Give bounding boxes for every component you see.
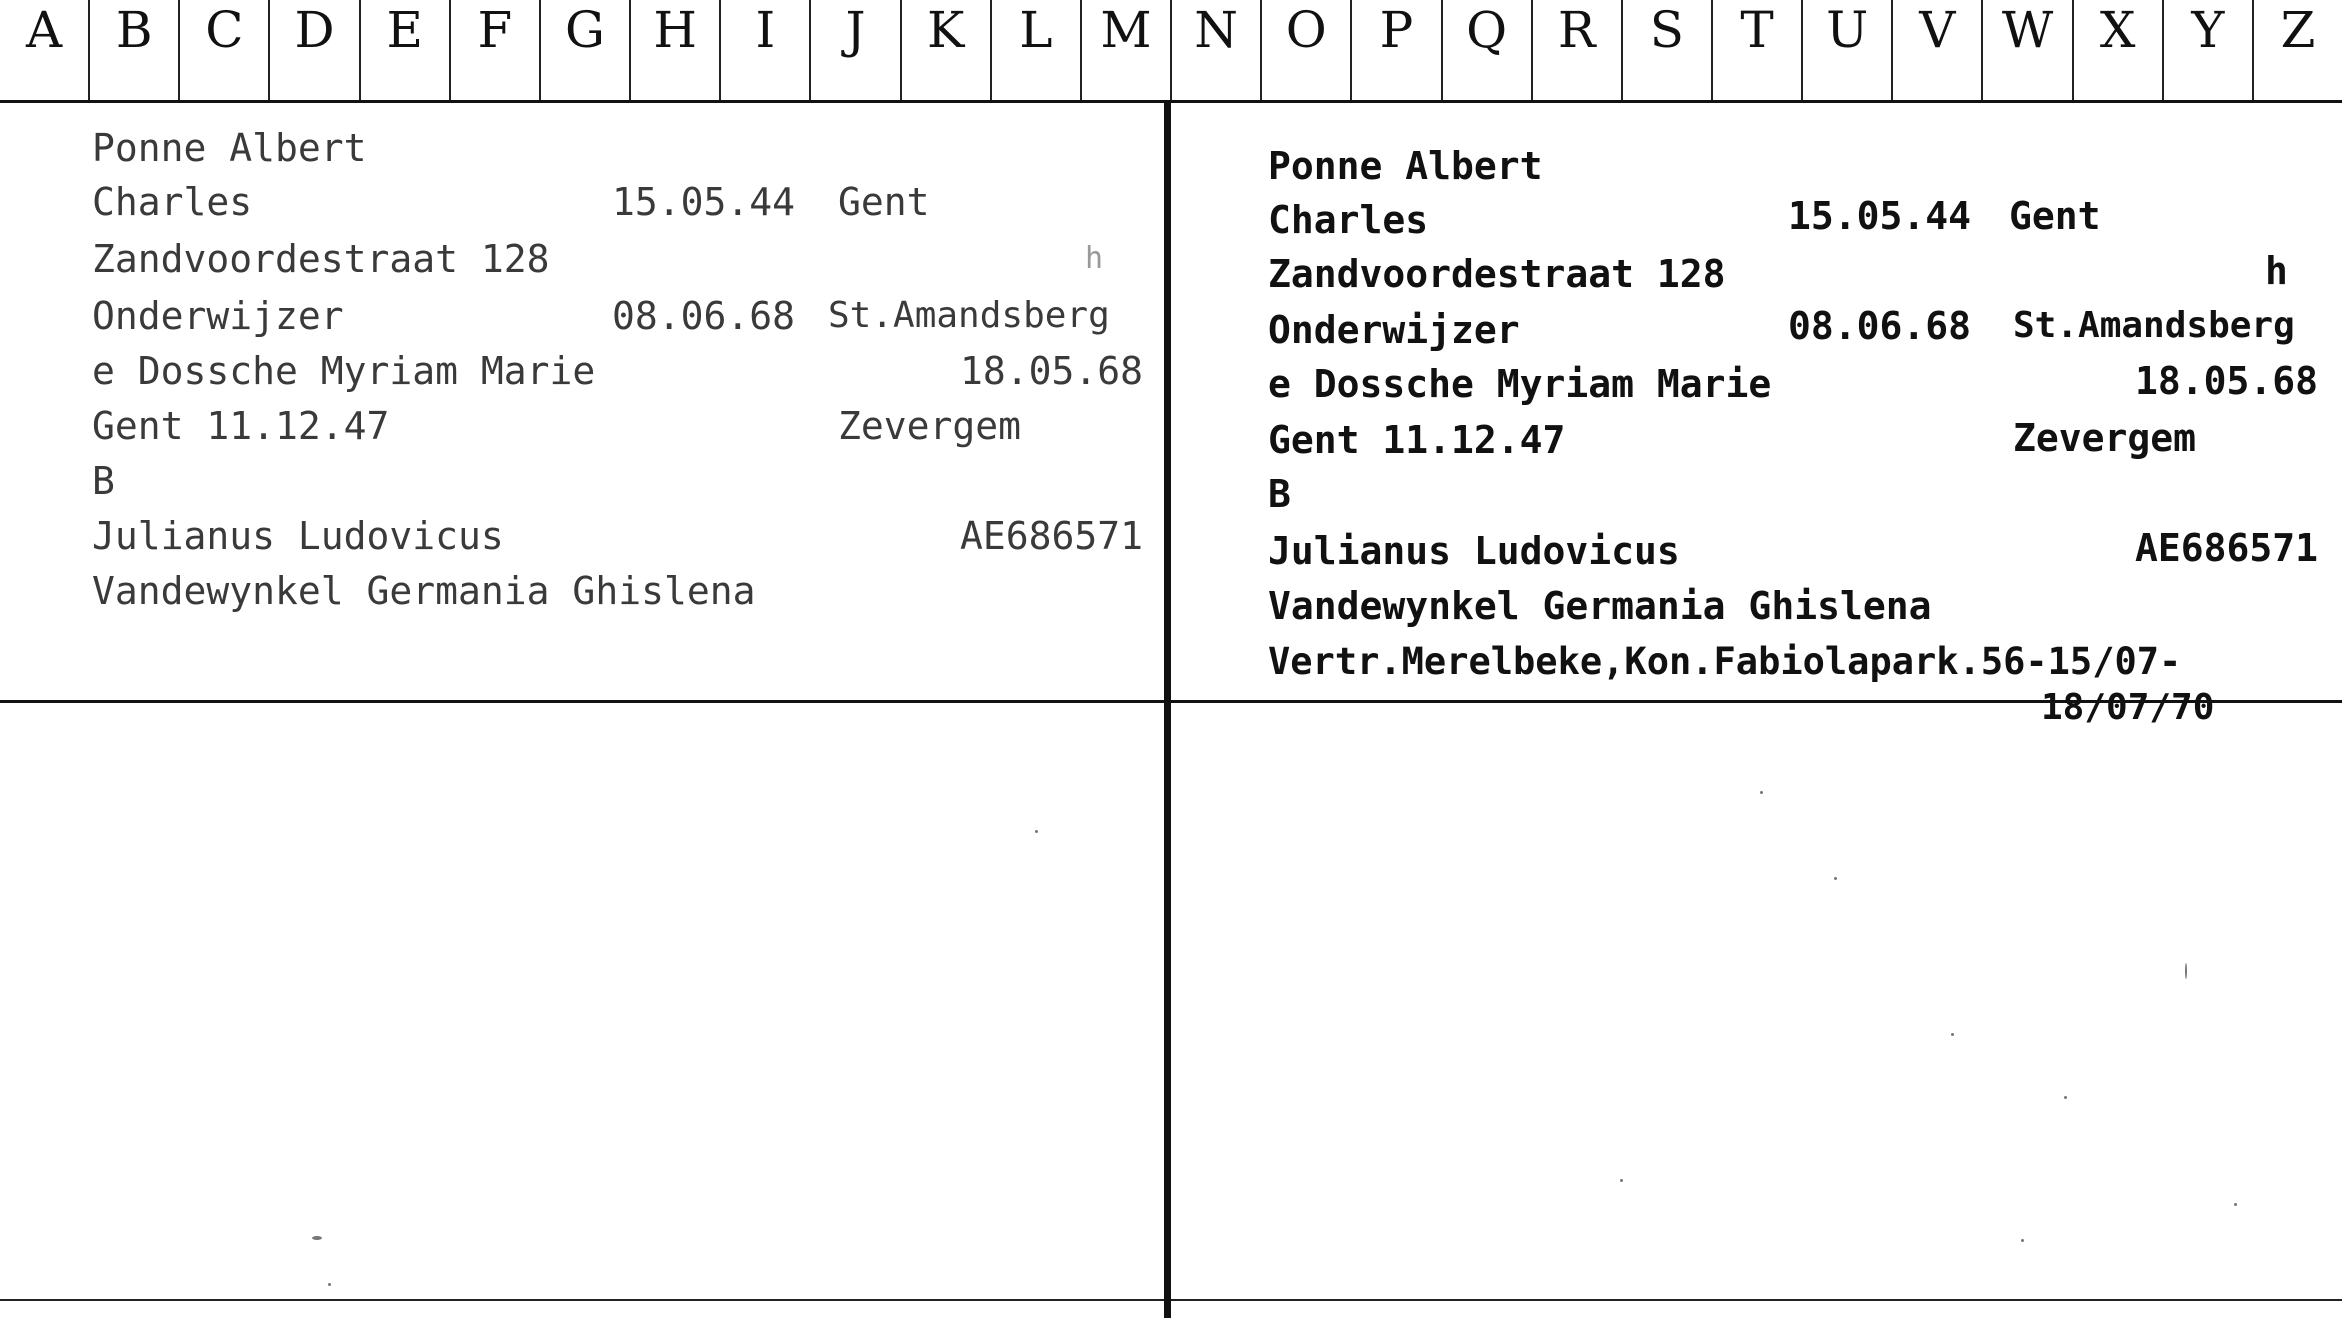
index-letter-e: E — [359, 0, 449, 100]
index-letter-q: Q — [1441, 0, 1531, 100]
index-letter-h: H — [629, 0, 719, 100]
card-right-place-2: Zevergem — [2013, 416, 2197, 460]
index-letter-y: Y — [2162, 0, 2252, 100]
index-letter-v: V — [1891, 0, 1981, 100]
card-right-code-b: B — [1268, 472, 1291, 516]
index-letter-i: I — [719, 0, 809, 100]
speck — [1760, 791, 1763, 794]
speck — [2021, 1239, 2024, 1242]
speck — [1035, 830, 1038, 833]
card-left-father: Julianus Ludovicus — [92, 514, 504, 558]
card-left-spouse-birth: Gent 11.12.47 — [92, 404, 390, 448]
card-left-spouse: e Dossche Myriam Marie — [92, 349, 596, 393]
card-right-id-number: AE686571 — [2135, 526, 2319, 570]
card-left-marriage-date: 08.06.68 — [612, 294, 796, 338]
card-right-marriage-place: St.Amandsberg — [2013, 305, 2295, 346]
card-left — [0, 103, 1171, 1318]
card-left-birth-date: 15.05.44 — [612, 180, 796, 224]
index-letter-m: M — [1080, 0, 1170, 100]
card-right-departure-note-cont: 18/07/70 — [2041, 687, 2215, 728]
speck — [312, 1236, 322, 1240]
index-letter-r: R — [1531, 0, 1621, 100]
card-left-date-2: 18.05.68 — [960, 349, 1144, 393]
speck — [1951, 1033, 1954, 1036]
speck — [2234, 1203, 2237, 1206]
card-left-id-number: AE686571 — [960, 514, 1144, 558]
card-right-occupation: Onderwijzer — [1268, 308, 1520, 352]
index-letter-c: C — [178, 0, 268, 100]
card-right-father: Julianus Ludovicus — [1268, 529, 1680, 573]
index-letter-p: P — [1350, 0, 1440, 100]
index-letter-w: W — [1981, 0, 2071, 100]
letter-index-bar — [0, 0, 2342, 103]
index-letter-b: B — [88, 0, 178, 100]
card-left-mother: Vandewynkel Germania Ghislena — [92, 569, 756, 613]
card-left-birth-place: Gent — [838, 180, 930, 224]
card-right-date-2: 18.05.68 — [2135, 359, 2319, 403]
index-letter-t: T — [1711, 0, 1801, 100]
index-letter-f: F — [449, 0, 539, 100]
card-right-spouse-birth: Gent 11.12.47 — [1268, 418, 1566, 462]
index-letter-l: L — [990, 0, 1080, 100]
card-right-departure-note: Vertr.Merelbeke,Kon.Fabiolapark.56-15/07- — [1268, 640, 2182, 683]
speck — [328, 1283, 331, 1286]
index-letter-a: A — [26, 1, 63, 59]
card-right-street: Zandvoordestraat 128 — [1268, 252, 1726, 296]
card-right-marker-h: h — [2265, 249, 2288, 293]
card-left-marriage-place: St.Amandsberg — [828, 295, 1110, 336]
card-left-place-2: Zevergem — [838, 404, 1022, 448]
card-right-first-names: Charles — [1268, 198, 1429, 242]
card-right-spouse: e Dossche Myriam Marie — [1268, 362, 1772, 406]
card-right-birth-place: Gent — [2009, 194, 2101, 238]
card-right-name: Ponne Albert — [1268, 144, 1543, 188]
card-left-bottom-rule — [0, 1299, 1164, 1301]
index-letter-z: Z — [2252, 0, 2342, 100]
index-letter-s: S — [1621, 0, 1711, 100]
card-right-marriage-date: 08.06.68 — [1788, 304, 1972, 348]
card-left-body — [0, 103, 1164, 703]
index-letter-o: O — [1260, 0, 1350, 100]
card-right-birth-date: 15.05.44 — [1788, 194, 1972, 238]
index-letter-d: D — [268, 0, 358, 100]
card-left-code-b: B — [92, 459, 115, 503]
card-left-street: Zandvoordestraat 128 — [92, 237, 550, 281]
speck — [2064, 1096, 2067, 1099]
index-letter-j: J — [809, 0, 899, 100]
index-letter-k: K — [900, 0, 990, 100]
index-letter-u: U — [1801, 0, 1891, 100]
index-letter-g: G — [539, 0, 629, 100]
card-left-occupation: Onderwijzer — [92, 294, 344, 338]
card-left-name: Ponne Albert — [92, 126, 367, 170]
card-right-body — [1171, 103, 2342, 703]
speck — [1620, 1179, 1623, 1182]
card-left-first-names: Charles — [92, 180, 253, 224]
speck — [2185, 963, 2187, 979]
card-right-mother: Vandewynkel Germania Ghislena — [1268, 584, 1932, 628]
index-letter-n: N — [1170, 0, 1260, 100]
card-right-bottom-rule — [1171, 1299, 2342, 1301]
index-letter-x: X — [2072, 0, 2162, 100]
card-left-marker-h: h — [1085, 241, 1104, 276]
card-right — [1171, 103, 2342, 1318]
speck — [1834, 877, 1837, 880]
